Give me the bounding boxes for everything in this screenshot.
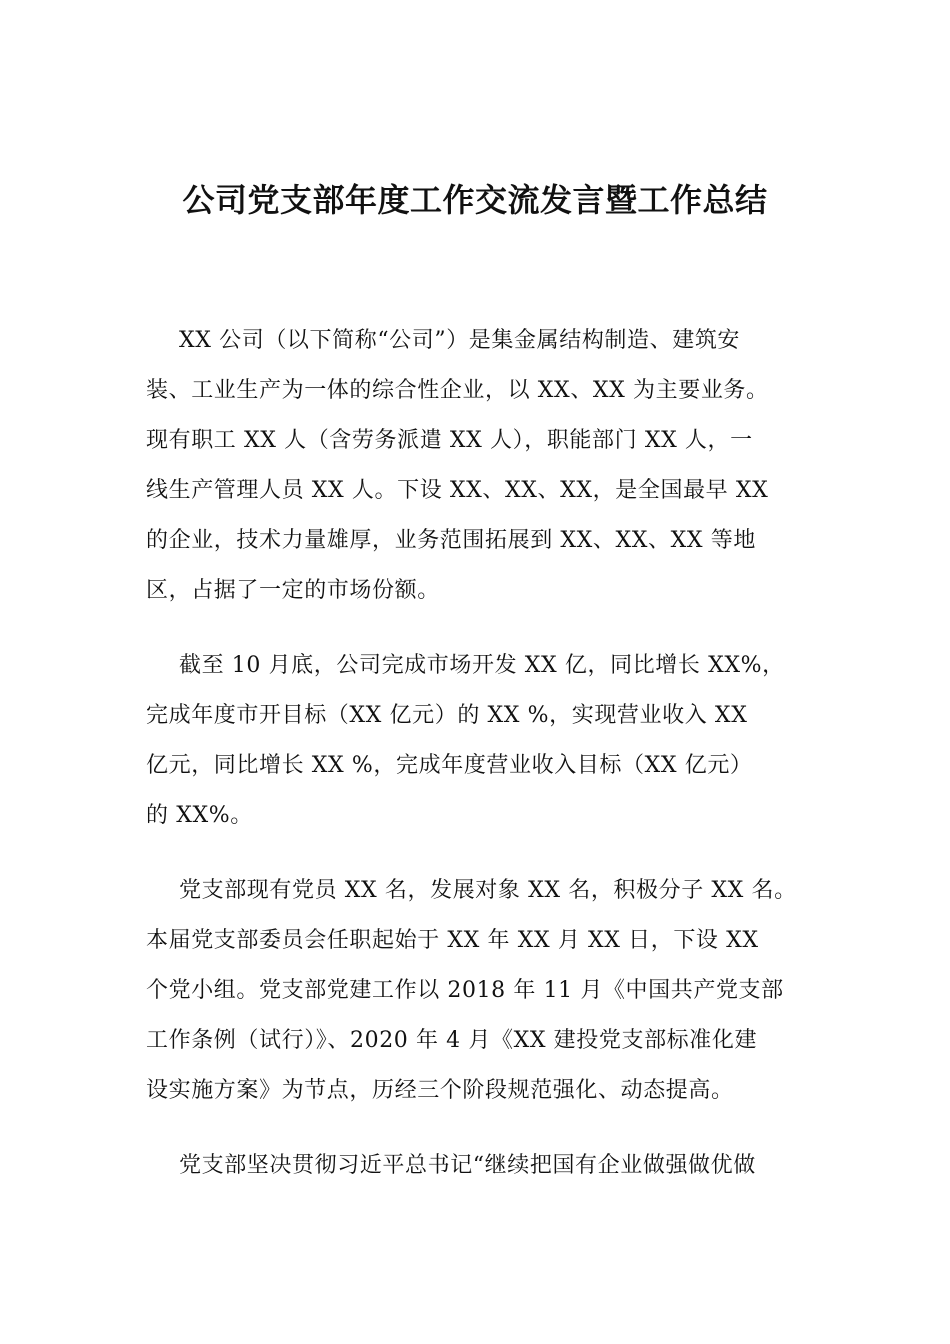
text-line: 区，占据了一定的市场份额。 [146, 578, 440, 603]
document-body [146, 316, 836, 1216]
paragraph-business-results [146, 641, 836, 841]
text-line: 党支部坚决贯彻习近平总书记“继续把国有企业做强做优做 [179, 1153, 756, 1178]
text-line: XX 公司（以下简称“公司”）是集金属结构制造、建筑安 [179, 328, 741, 353]
text-line: 党支部现有党员 XX 名，发展对象 XX 名，积极分子 XX 名。 [179, 878, 797, 903]
text-line: 个党小组。党支部党建工作以 2018 年 11 月《中国共产党支部 [146, 978, 784, 1003]
text-line: 线生产管理人员 XX 人。下设 XX、XX、XX，是全国最早 XX [146, 478, 769, 503]
document-title: 公司党支部年度工作交流发言暨工作总结 [182, 181, 768, 219]
text-line: 亿元，同比增长 XX %，完成年度营业收入目标（XX 亿元） [146, 753, 753, 778]
paragraph-party-branch [146, 866, 836, 1116]
text-line: 的 XX%。 [146, 803, 253, 828]
text-line: 的企业，技术力量雄厚，业务范围拓展到 XX、XX、XX 等地 [146, 528, 756, 553]
text-line: 装、工业生产为一体的综合性企业，以 XX、XX 为主要业务。 [146, 378, 769, 403]
text-line: 工作条例（试行）》、2020 年 4 月《XX 建投党支部标准化建 [146, 1028, 758, 1053]
text-line: 截至 10 月底，公司完成市场开发 XX 亿，同比增长 XX%， [179, 653, 785, 678]
text-line: 完成年度市开目标（XX 亿元）的 XX %，实现营业收入 XX [146, 703, 748, 728]
text-line: 本届党支部委员会任职起始于 XX 年 XX 月 XX 日，下设 XX [146, 928, 759, 953]
text-line: 设实施方案》为节点，历经三个阶段规范强化、动态提高。 [146, 1078, 734, 1103]
paragraph-party-commitment [146, 1141, 836, 1191]
text-line: 现有职工 XX 人（含劳务派遣 XX 人），职能部门 XX 人，一 [146, 428, 753, 453]
paragraph-company-intro [146, 316, 836, 616]
